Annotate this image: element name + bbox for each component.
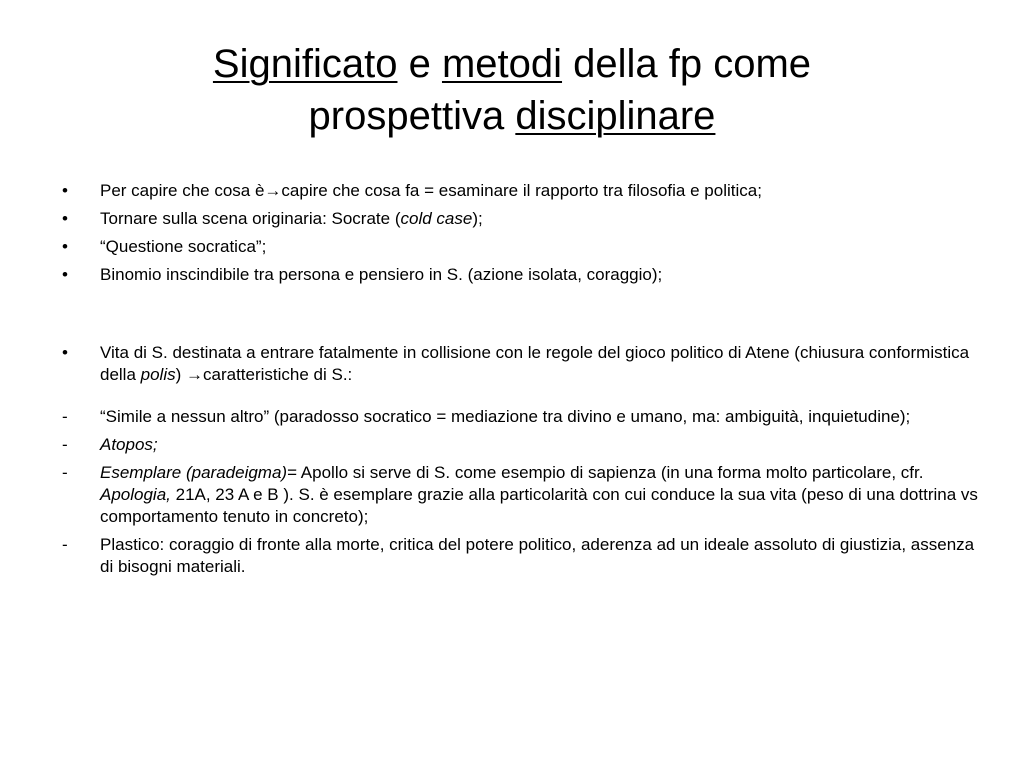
slide-title xyxy=(60,38,964,142)
dash-item xyxy=(60,534,980,578)
bullet-text: Per capire che cosa è→capire che cosa fa = esaminare il rapporto tra filosofia e politica; xyxy=(100,181,762,200)
title-words-della-fp-come: della fp come xyxy=(562,42,812,86)
dash-marker: - xyxy=(62,435,68,454)
bullet-marker: • xyxy=(62,237,68,256)
bullet-text-pre: Vita di S. destinata a entrare fatalmente in collisione con le regole del gioco politico di Atene (chiusura conformistica della xyxy=(100,343,970,384)
bullet-item xyxy=(60,208,980,230)
dash-marker: - xyxy=(62,535,68,554)
dash-marker: - xyxy=(62,407,68,426)
title-line-2 xyxy=(60,90,964,142)
bullet-text-pre: Tornare sulla scena originaria: Socrate ( xyxy=(100,209,401,228)
title-word-disciplinare: disciplinare xyxy=(515,94,716,138)
dash-text-italic: Esemplare (paradeigma) xyxy=(100,463,288,482)
slide-body xyxy=(60,180,980,578)
bullet-text-italic: cold case xyxy=(400,209,473,228)
bullet-text: “Questione socratica”; xyxy=(100,237,267,256)
bullet-text: Binomio inscindibile tra persona e pensiero in S. (azione isolata, coraggio); xyxy=(100,265,663,284)
bullet-item xyxy=(60,342,980,386)
dash-text-italic: Apologia, xyxy=(100,485,171,504)
dash-marker: - xyxy=(62,463,68,482)
dash-item xyxy=(60,434,980,456)
bullet-text-post: ) →caratteristiche di S.: xyxy=(175,365,353,384)
bullet-item xyxy=(60,236,980,258)
dash-text-italic: Atopos; xyxy=(100,435,158,454)
dash-text: = Apollo si serve di S. come esempio di sapienza (in una forma molto particolare, cfr. xyxy=(287,463,924,482)
dash-text: Plastico: coraggio di fronte alla morte, critica del potere politico, aderenza ad un ideale assoluto di giustizia, assenza di bisogni materiali. xyxy=(100,535,975,576)
dash-text: “Simile a nessun altro” (paradosso socratico = mediazione tra divino e umano, ma: ambiguità, inquietudine); xyxy=(100,407,911,426)
bullet-marker: • xyxy=(62,181,68,200)
title-word-e: e xyxy=(397,42,442,86)
bullet-marker: • xyxy=(62,265,68,284)
dash-item xyxy=(60,406,980,428)
bullet-item xyxy=(60,264,980,286)
dash-item xyxy=(60,462,980,528)
bullet-marker: • xyxy=(62,343,68,362)
bullet-text-post: ); xyxy=(472,209,483,228)
bullet-text-italic: polis xyxy=(140,365,176,384)
title-word-metodi: metodi xyxy=(441,42,563,86)
dash-text: 21A, 23 A e B ). S. è esemplare grazie alla particolarità con cui conduce la sua vita (peso di una dottrina vs comportamento tenuto in concreto); xyxy=(100,485,978,526)
bullet-marker: • xyxy=(62,209,68,228)
bullet-item xyxy=(60,180,980,202)
title-line-1 xyxy=(60,38,964,90)
title-word-prospettiva: prospettiva xyxy=(308,94,516,138)
title-word-significato: Significato xyxy=(212,42,398,86)
